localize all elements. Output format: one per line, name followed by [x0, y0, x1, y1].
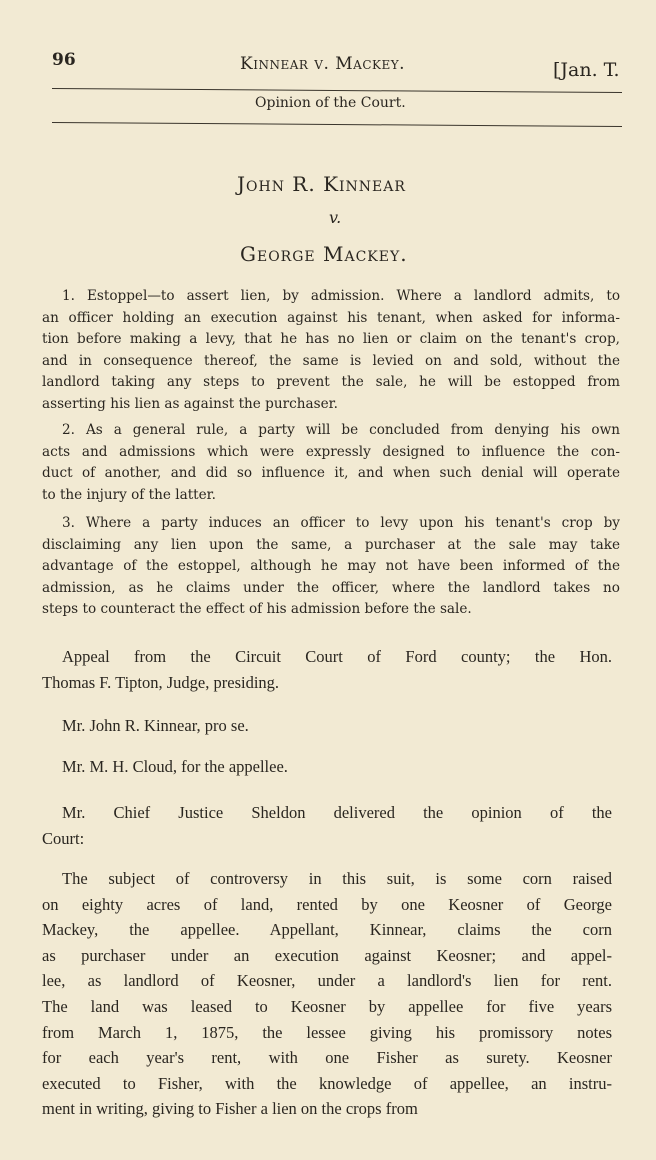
counsel-appellant: Mr. John R. Kinnear, pro se. [62, 716, 249, 735]
text-line: The subject of controversy in this suit, is some corn raised [62, 869, 612, 888]
text-line: asserting his lien as against the purchaser. [42, 395, 338, 412]
headnote-2 [42, 420, 620, 506]
text-line: advantage of the estoppel, although he may not have been informed of the [42, 558, 620, 575]
text-line: tion before making a levy, that he has no lien or claim on the tenant's crop, [42, 331, 620, 348]
text-line: on eighty acres of land, rented by one Keosner of George [42, 894, 612, 914]
text-line: as purchaser under an execution against Keosner; and appel- [42, 945, 612, 965]
section-heading: Opinion of the Court. [255, 95, 406, 111]
headnote-3 [42, 513, 620, 621]
term-label: [Jan. T. [553, 59, 620, 81]
text-line: ment in writing, giving to Fisher a lien on the crops from [42, 1099, 418, 1119]
text-line: Thomas F. Tipton, Judge, presiding. [42, 672, 280, 692]
text-line: to the injury of the latter. [42, 486, 216, 503]
case-versus: v. [329, 208, 342, 227]
text-line: Mr. Chief Justice Sheldon delivered the opinion of the [62, 803, 612, 822]
text-line: acts and admissions which were expressly designed to influence the con- [42, 443, 620, 460]
counsel-appellee: Mr. M. H. Cloud, for the appellee. [62, 757, 288, 776]
header-rule-bottom [52, 122, 622, 127]
text-line: landlord taking any steps to prevent the sale, he will be estopped from [42, 374, 620, 391]
appeal-statement [42, 644, 612, 695]
running-title: Kinnear v. Mackey. [240, 54, 406, 74]
opinion-text [42, 866, 612, 1122]
text-line: and in consequence thereof, the same is levied on and sold, without the [42, 352, 620, 369]
case-appellee: George Mackey. [240, 242, 408, 266]
text-line: from March 1, 1875, the lessee giving his promissory notes [42, 1022, 612, 1042]
text-line: 3. Where a party induces an officer to levy upon his tenant's crop by [62, 515, 620, 531]
text-line: disclaiming any lien upon the same, a purchaser at the sale may take [42, 536, 620, 553]
delivered-by [42, 800, 612, 851]
text-line: The land was leased to Keosner by appellee for five years [42, 996, 612, 1016]
page-number: 96 [52, 50, 76, 70]
text-line: 1. Estoppel—to assert lien, by admission. Where a landlord admits, to [62, 288, 620, 304]
text-line: lee, as landlord of Keosner, under a landlord's lien for rent. [42, 971, 612, 991]
headnote-1 [42, 286, 620, 416]
case-appellant: John R. Kinnear [237, 172, 406, 196]
text-line: an officer holding an execution against his tenant, when asked for informa- [42, 309, 620, 326]
text-line: admission, as he claims under the officer, where the landlord takes no [42, 579, 620, 596]
text-line: Court: [42, 828, 85, 848]
text-line: steps to counteract the effect of his admission before the sale. [42, 601, 472, 618]
header-rule-top [52, 88, 622, 93]
text-line: for each year's rent, with one Fisher as surety. Keosner [42, 1048, 612, 1068]
text-line: duct of another, and did so influence it, and when such denial will operate [42, 465, 620, 482]
text-line: Appeal from the Circuit Court of Ford county; the Hon. [62, 647, 612, 666]
text-line: Mackey, the appellee. Appellant, Kinnear, claims the corn [42, 920, 612, 940]
text-line: 2. As a general rule, a party will be concluded from denying his own [62, 422, 620, 438]
text-line: executed to Fisher, with the knowledge of appellee, an instru- [42, 1073, 612, 1093]
